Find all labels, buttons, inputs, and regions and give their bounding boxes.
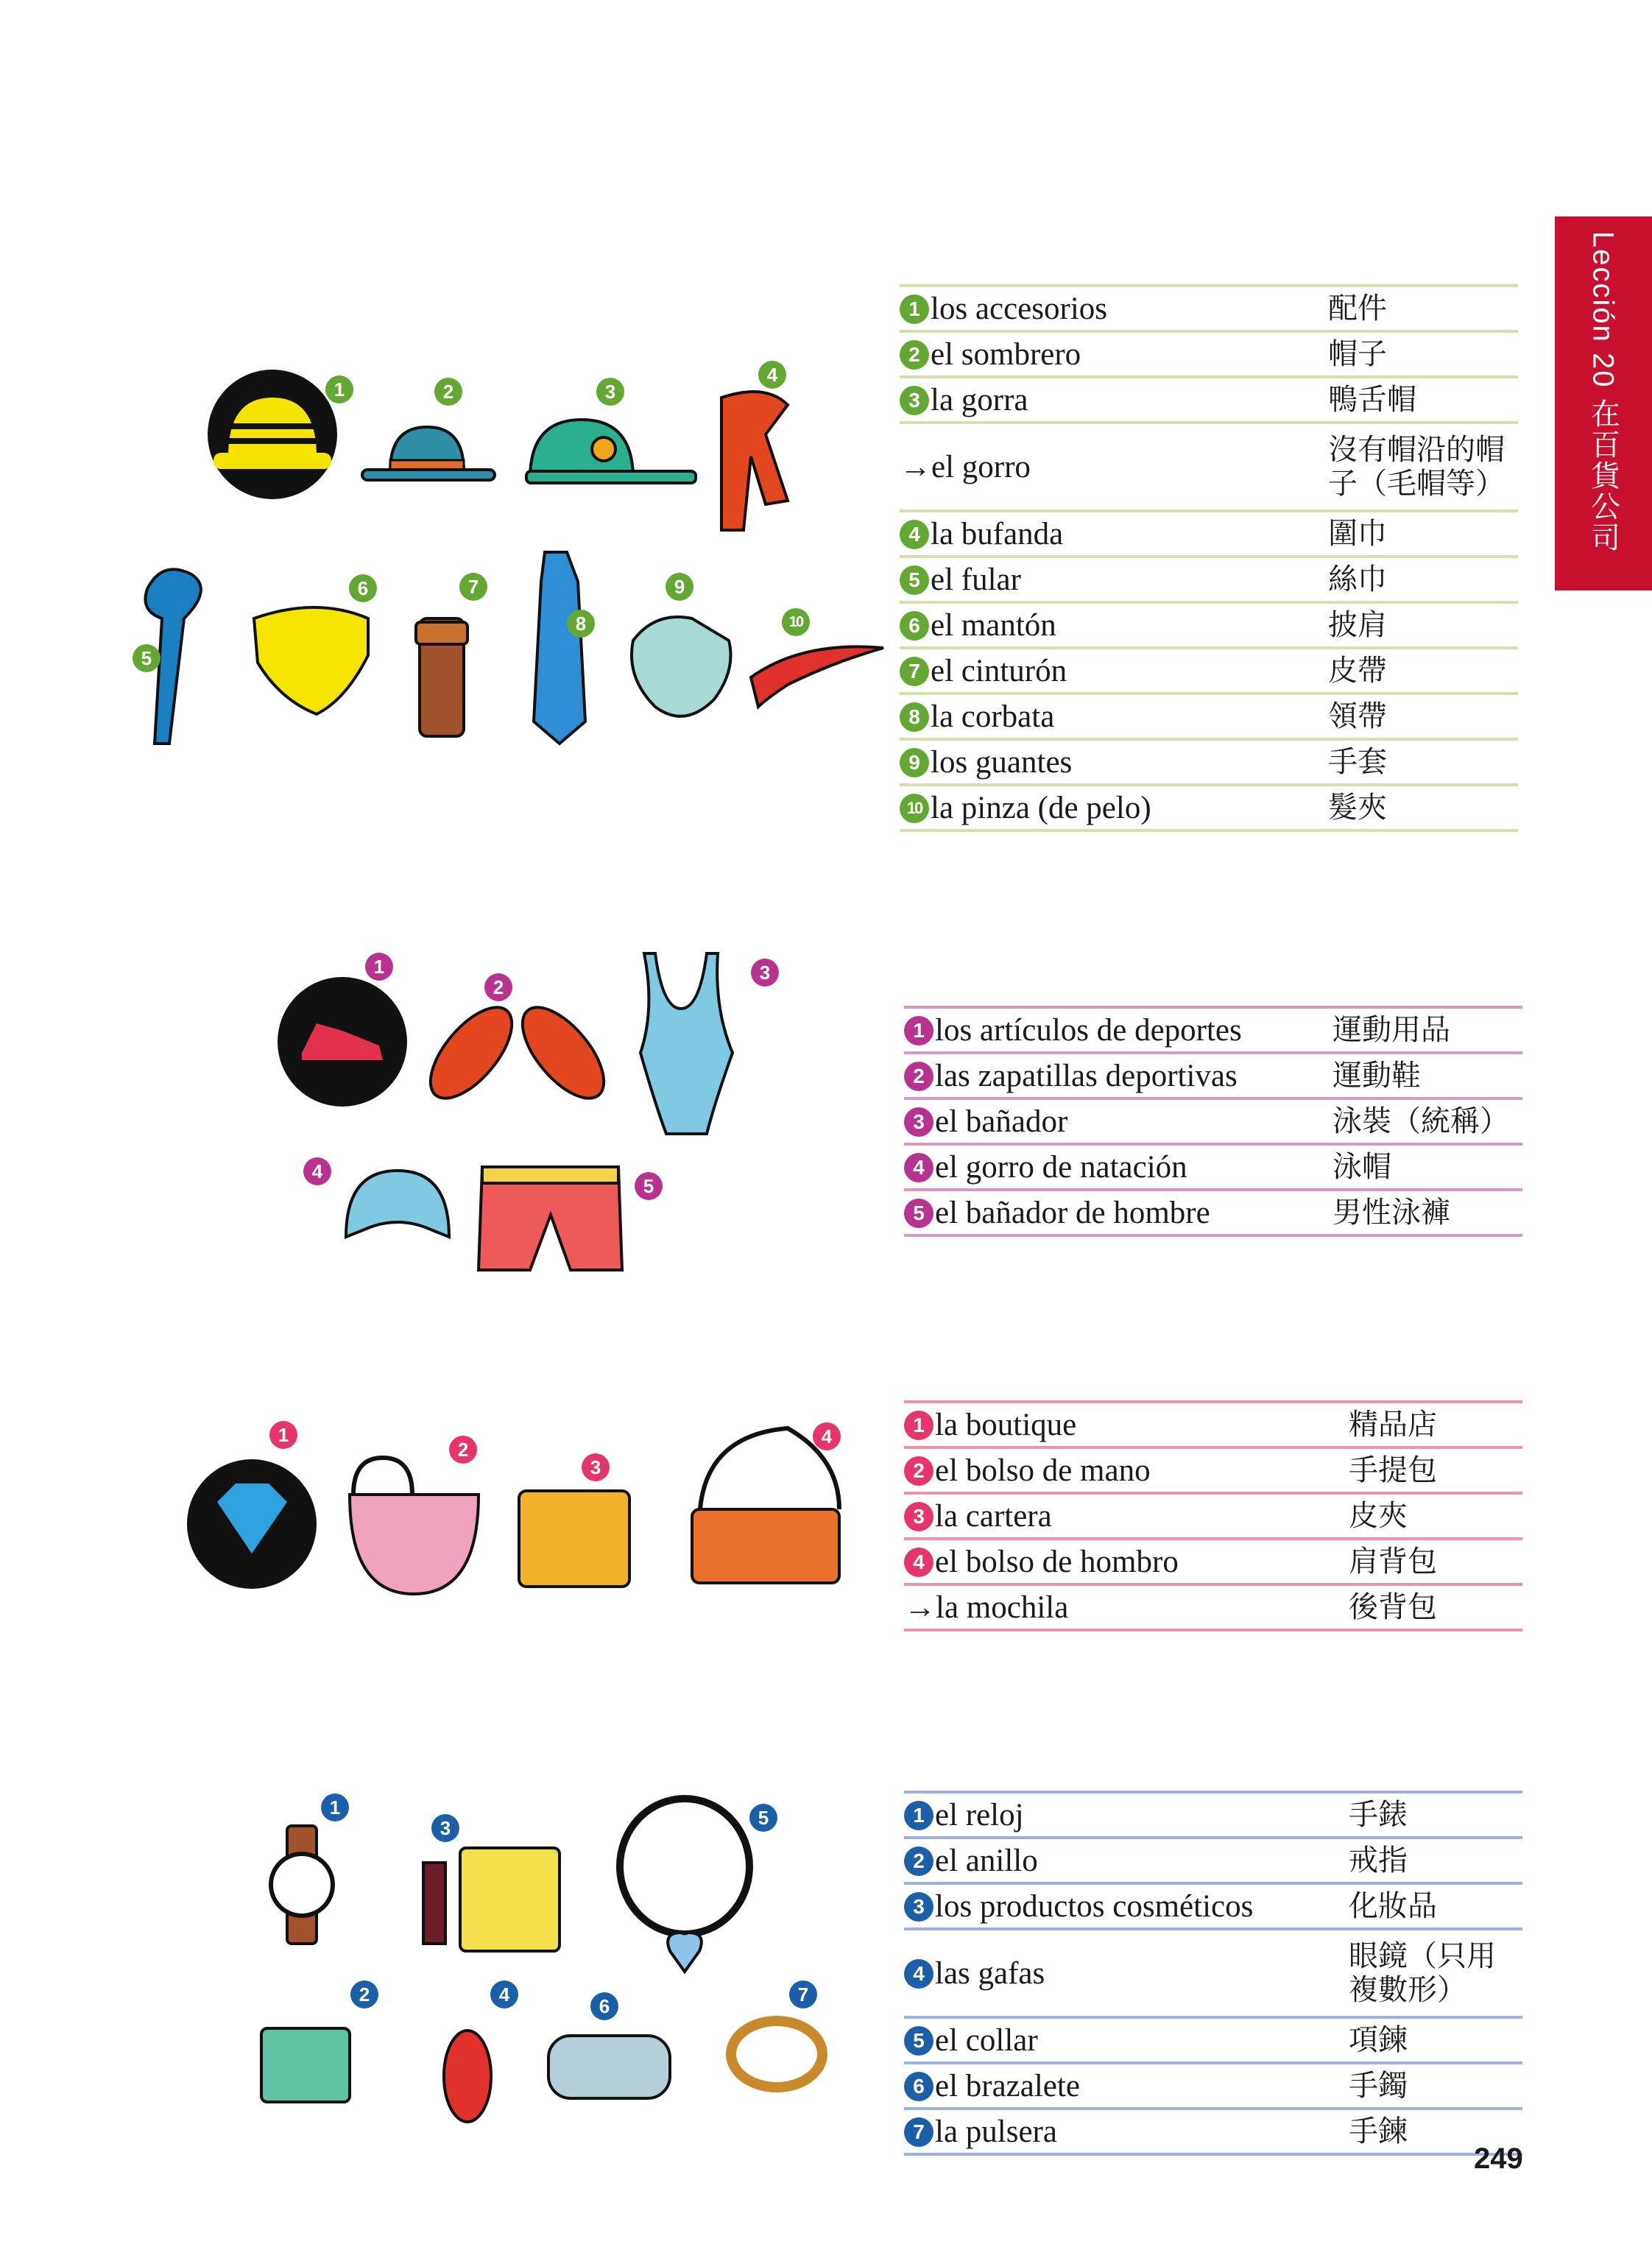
- vocab-row: 6 el brazalete 手鐲: [904, 2063, 1522, 2109]
- spanish-term: el anillo: [935, 1843, 1038, 1878]
- vocab-row: 8 la corbata 領帶: [900, 694, 1518, 739]
- spanish-term: el bañador de hombre: [935, 1195, 1210, 1230]
- spanish-term: el brazalete: [935, 2068, 1080, 2103]
- spanish-term: las zapatillas deportivas: [935, 1058, 1238, 1093]
- marker-3: 3: [431, 1814, 459, 1842]
- banador-icon: [640, 953, 733, 1134]
- reloj-icon: [271, 1826, 333, 1944]
- chinese-term: 手鍊: [1349, 2109, 1522, 2154]
- arrow-marker: →: [904, 1590, 936, 1625]
- spanish-term: los productos cosméticos: [935, 1888, 1254, 1924]
- page-number: 249: [1474, 2142, 1523, 2175]
- chinese-term: 精品店: [1349, 1402, 1522, 1447]
- chinese-term: 手套: [1328, 739, 1518, 785]
- spanish-term: la cartera: [935, 1498, 1052, 1534]
- chinese-term: 運動用品: [1332, 1007, 1522, 1053]
- marker-2: 2: [449, 1436, 477, 1464]
- pulsera-icon: [731, 2021, 822, 2087]
- bufanda-icon: [721, 392, 788, 530]
- sneaker-circle-icon: [278, 977, 407, 1107]
- spanish-term: el cinturón: [931, 653, 1067, 688]
- accessories-illustrations: [125, 353, 891, 766]
- marker-3: 3: [582, 1453, 610, 1481]
- chinese-term: 戒指: [1349, 1838, 1522, 1883]
- chinese-term: 圍巾: [1328, 511, 1518, 557]
- vocab-row: 1 los artículos de deportes 運動用品: [904, 1007, 1522, 1053]
- marker-1: 1: [325, 375, 353, 403]
- vocab-row: 4 el bolso de hombro 肩背包: [904, 1539, 1522, 1584]
- marker-1: 1: [269, 1421, 297, 1449]
- banador-hombre-icon: [479, 1167, 622, 1270]
- collar-icon: [620, 1799, 749, 1972]
- vocab-row: 4 la bufanda 圍巾: [900, 511, 1518, 557]
- marker-3: 3: [596, 378, 624, 406]
- vocab-row: 3 la cartera 皮夾: [904, 1493, 1522, 1539]
- vocab-row: 2 el bolso de mano 手提包: [904, 1447, 1522, 1493]
- vocab-row: 3 los productos cosméticos 化妝品: [904, 1883, 1522, 1929]
- anillo-icon: [261, 2028, 350, 2102]
- cartera-icon: [519, 1491, 629, 1587]
- marker-6: 6: [590, 1992, 618, 2020]
- accessories-hat-circle-icon: [208, 370, 337, 499]
- marker-5: 5: [133, 644, 160, 672]
- spanish-term: el collar: [935, 2022, 1038, 2058]
- jewelry-illustrations: [250, 1782, 854, 2135]
- bags-illustrations: [184, 1414, 861, 1605]
- jewelry-vocab-table: [904, 1791, 1522, 2156]
- spanish-term: el gorro de natación: [935, 1149, 1187, 1185]
- gafas-icon: [444, 2031, 491, 2122]
- marker-4: 4: [490, 1980, 518, 2008]
- chinese-term: 化妝品: [1349, 1883, 1522, 1929]
- brazalete-icon: [548, 2036, 670, 2098]
- spanish-term: la bufanda: [931, 516, 1064, 551]
- chinese-term: 皮夾: [1349, 1493, 1522, 1539]
- vocab-row: [904, 1584, 1522, 1630]
- marker-7: 7: [459, 573, 487, 601]
- marker-4: 4: [758, 361, 786, 389]
- vocab-row: 1 el reloj 手錶: [904, 1792, 1522, 1838]
- spanish-term: el fular: [931, 562, 1021, 597]
- bolso-hombro-icon: [692, 1428, 839, 1583]
- spanish-term: el bolso de mano: [935, 1453, 1151, 1488]
- chinese-term: 帽子: [1328, 331, 1518, 377]
- cinturon-icon: [416, 618, 467, 736]
- accessories-vocab-table: [900, 284, 1518, 832]
- spanish-term: la corbata: [931, 699, 1055, 734]
- marker-5: 5: [635, 1172, 663, 1200]
- vocab-row: 1 la boutique 精品店: [904, 1402, 1522, 1447]
- chinese-term: 鴨舌帽: [1328, 377, 1518, 423]
- chinese-term: 後背包: [1349, 1584, 1522, 1630]
- spanish-term: el sombrero: [931, 336, 1081, 372]
- vocab-row: 4 el gorro de natación 泳帽: [904, 1144, 1522, 1190]
- lesson-title: Lección 20 在百貨公司: [1586, 231, 1620, 553]
- spanish-term: las gafas: [935, 1955, 1045, 1991]
- chinese-term: 眼鏡（只用複數形）: [1349, 1929, 1522, 2017]
- lesson-side-tab: [1555, 216, 1652, 590]
- chinese-term: 手錶: [1349, 1792, 1522, 1838]
- chinese-term: 運動鞋: [1332, 1053, 1522, 1098]
- vocab-row: 2 las zapatillas deportivas 運動鞋: [904, 1053, 1522, 1098]
- marker-7: 7: [789, 1980, 817, 2008]
- spanish-term: los accesorios: [931, 291, 1108, 326]
- marker-6: 6: [349, 574, 377, 602]
- marker-1: 1: [321, 1793, 349, 1821]
- marker-4: 4: [813, 1422, 841, 1450]
- marker-9: 9: [666, 573, 693, 601]
- chinese-term: 髮夾: [1328, 785, 1518, 830]
- vocab-row: 3 la gorra 鴨舌帽: [900, 377, 1518, 423]
- chinese-term: 泳帽: [1332, 1144, 1522, 1190]
- sports-illustrations: [272, 942, 802, 1281]
- pinza-icon: [751, 646, 883, 707]
- vocab-row: 7 la pulsera 手鍊: [904, 2109, 1522, 2154]
- spanish-term: los guantes: [931, 744, 1073, 780]
- chinese-term: 手提包: [1349, 1447, 1522, 1493]
- spanish-term: la gorra: [931, 382, 1028, 417]
- chinese-term: 肩背包: [1349, 1539, 1522, 1584]
- spanish-term: la boutique: [935, 1407, 1077, 1442]
- chinese-term: 皮帶: [1328, 648, 1518, 694]
- vocab-row: 2 el sombrero 帽子: [900, 331, 1518, 377]
- marker-3: 3: [751, 959, 779, 987]
- spanish-term: los artículos de deportes: [935, 1012, 1242, 1048]
- vocab-row: [900, 423, 1518, 511]
- marker-2: 2: [484, 973, 512, 1001]
- sports-vocab-table: [904, 1006, 1522, 1237]
- chinese-term: 領帶: [1328, 694, 1518, 739]
- spanish-term: el gorro: [931, 449, 1031, 484]
- spanish-term: el mantón: [931, 607, 1056, 643]
- chinese-term: 男性泳褲: [1332, 1190, 1522, 1235]
- vocab-row: 5 el bañador de hombre 男性泳褲: [904, 1190, 1522, 1235]
- sombrero-icon: [362, 427, 495, 480]
- marker-8: 8: [567, 610, 595, 638]
- manton-icon: [254, 607, 368, 714]
- spanish-term: la pulsera: [935, 2114, 1057, 2149]
- vocab-row: 5 el collar 項鍊: [904, 2017, 1522, 2063]
- vocab-row: 7 el cinturón 皮帶: [900, 648, 1518, 694]
- spanish-term: la mochila: [936, 1590, 1069, 1625]
- zapatillas-icon: [416, 994, 618, 1112]
- marker-2: 2: [434, 378, 462, 406]
- marker-5: 5: [749, 1804, 777, 1832]
- spanish-term: el reloj: [935, 1797, 1024, 1833]
- marker-4: 4: [303, 1157, 331, 1185]
- spanish-term: el bolso de hombro: [935, 1544, 1179, 1579]
- spanish-term: la pinza (de pelo): [931, 790, 1151, 825]
- vocab-row: 5 el fular 絲巾: [900, 557, 1518, 602]
- vocab-row: 3 el bañador 泳裝（統稱）: [904, 1098, 1522, 1144]
- chinese-term: 絲巾: [1328, 557, 1518, 602]
- marker-10: 10: [782, 608, 810, 636]
- chinese-term: 泳裝（統稱）: [1332, 1098, 1522, 1144]
- spanish-term: el bañador: [935, 1104, 1068, 1139]
- corbata-icon: [534, 552, 585, 744]
- vocab-row: 6 el mantón 披肩: [900, 602, 1518, 648]
- cosmeticos-icon: [423, 1848, 560, 1951]
- chinese-term: 項鍊: [1349, 2017, 1522, 2063]
- chinese-term: 沒有帽沿的帽子（毛帽等）: [1328, 423, 1518, 511]
- vocab-row: 2 el anillo 戒指: [904, 1838, 1522, 1883]
- vocab-row: 4 las gafas 眼鏡（只用複數形）: [904, 1929, 1522, 2017]
- marker-2: 2: [350, 1980, 378, 2008]
- chinese-term: 手鐲: [1349, 2063, 1522, 2109]
- vocab-row: 10 la pinza (de pelo) 髮夾: [900, 785, 1518, 830]
- gorro-natacion-icon: [346, 1171, 449, 1237]
- marker-1: 1: [365, 953, 393, 981]
- bolso-mano-icon: [350, 1458, 479, 1594]
- guantes-icon: [632, 617, 731, 716]
- vocab-row: 9 los guantes 手套: [900, 739, 1518, 785]
- diamond-circle-icon: [187, 1459, 317, 1589]
- vocab-row: 1 los accesorios 配件: [900, 286, 1518, 331]
- chinese-term: 披肩: [1328, 602, 1518, 648]
- bags-vocab-table: [904, 1400, 1522, 1632]
- chinese-term: 配件: [1328, 286, 1518, 331]
- gorra-icon: [526, 420, 696, 483]
- arrow-marker: →: [900, 449, 931, 484]
